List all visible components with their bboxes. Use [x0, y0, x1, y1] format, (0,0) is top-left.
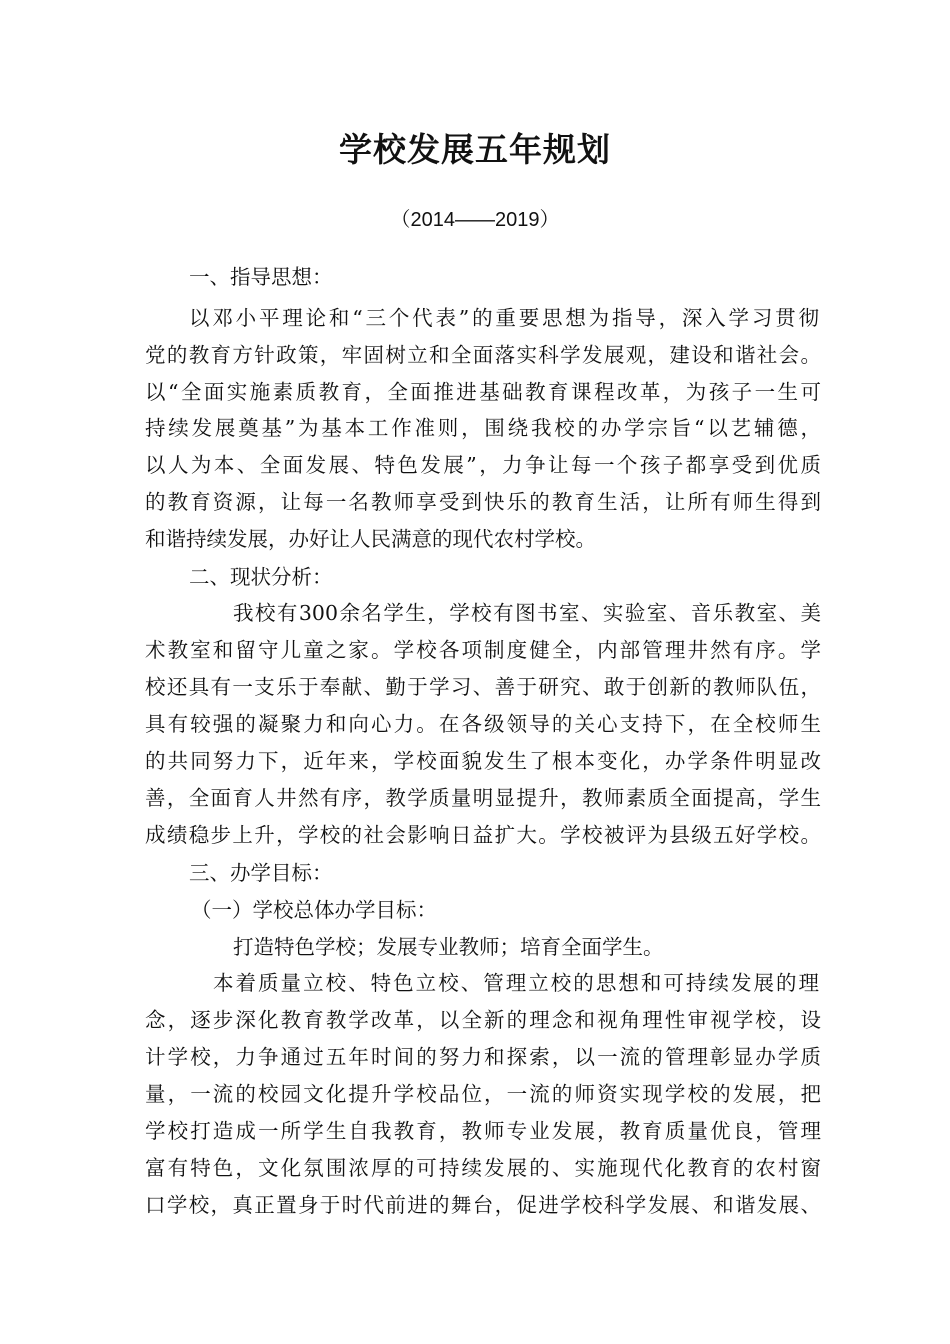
- paragraph-line: 口学校，真正置身于时代前进的舞台，促进学校科学发展、和谐发展、: [145, 1193, 821, 1217]
- document-title: 学校发展五年规划: [339, 130, 611, 169]
- paragraph-line: 念，逐步深化教育教学改革，以全新的理念和视角理性审视学校，设: [145, 1008, 821, 1032]
- section-heading-status-analysis: 二、现状分析：: [189, 565, 333, 589]
- paragraph-line: 我校有300余名学生，学校有图书室、实验室、音乐教室、美: [233, 601, 821, 625]
- paragraph-line: 术教室和留守儿童之家。学校各项制度健全，内部管理井然有序。学: [145, 638, 821, 662]
- paragraph-line: 具有较强的凝聚力和向心力。在各级领导的关心支持下，在全校师生: [145, 712, 821, 736]
- paragraph-line: 富有特色，文化氛围浓厚的可持续发展的、实施现代化教育的农村窗: [145, 1156, 821, 1180]
- subsection-heading-overall-goal: （一）学校总体办学目标：: [191, 898, 437, 922]
- paragraph-line: 的教育资源，让每一名教师享受到快乐的教育生活，让所有师生得到: [145, 490, 821, 514]
- paragraph-line: 的共同努力下，近年来，学校面貌发生了根本变化，办学条件明显改: [145, 749, 821, 773]
- paragraph-line: 计学校，力争通过五年时间的努力和探索，以一流的管理彰显办学质: [145, 1045, 821, 1069]
- paragraph-line: 持续发展奠基”为基本工作准则，围绕我校的办学宗旨“以艺辅德，: [145, 416, 821, 440]
- paragraph-line: 和谐持续发展，办好让人民满意的现代农村学校。: [145, 527, 596, 551]
- paragraph-line: 成绩稳步上升，学校的社会影响日益扩大。学校被评为县级五好学校。: [145, 823, 821, 847]
- paragraph-line: 党的教育方针政策，牢固树立和全面落实科学发展观，建设和谐社会。: [145, 343, 821, 367]
- paragraph-line: 校还具有一支乐于奉献、勤于学习、善于研究、敢于创新的教师队伍，: [145, 675, 821, 699]
- paragraph-line: 以人为本、全面发展、特色发展”，力争让每一个孩子都享受到优质: [145, 453, 821, 477]
- section-heading-guiding-ideology: 一、指导思想：: [189, 265, 333, 289]
- paragraph-line: 量，一流的校园文化提升学校品位，一流的师资实现学校的发展，把: [145, 1082, 821, 1106]
- paragraph-line: 本着质量立校、特色立校、管理立校的思想和可持续发展的理: [213, 971, 819, 995]
- paragraph-line: 善，全面育人井然有序，教学质量明显提升，教师素质全面提高，学生: [145, 786, 821, 810]
- paragraph-line: 学校打造成一所学生自我教育，教师专业发展，教育质量优良，管理: [145, 1119, 821, 1143]
- paragraph-line: 以邓小平理论和“三个代表”的重要思想为指导，深入学习贯彻: [189, 306, 819, 330]
- paragraph-line: 以“全面实施素质教育，全面推进基础教育课程改革，为孩子一生可: [145, 380, 821, 404]
- goal-statement: 打造特色学校；发展专业教师；培育全面学生。: [233, 935, 664, 959]
- section-heading-school-goals: 三、办学目标：: [189, 861, 333, 885]
- document-subtitle: （2014——2019）: [390, 209, 560, 231]
